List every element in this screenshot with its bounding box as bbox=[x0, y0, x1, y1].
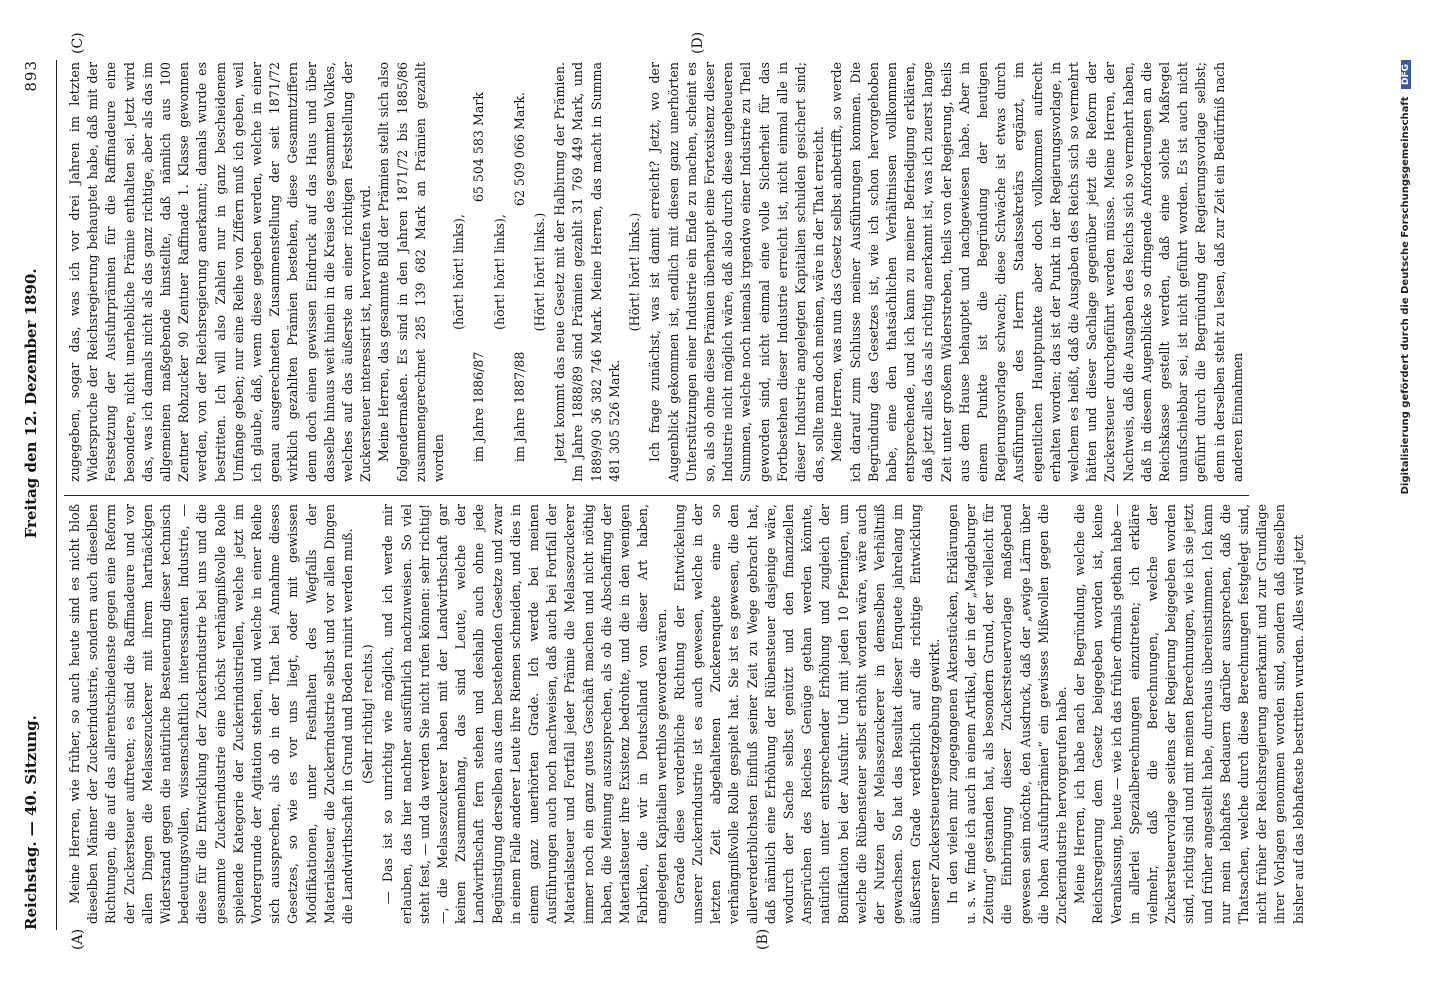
column-divider bbox=[64, 495, 1249, 496]
funding-text: Digitalisierung gefördert durch die Deutsche Forschungsgemeinschaft bbox=[1400, 96, 1411, 495]
page-number: 893 bbox=[22, 60, 40, 92]
margin-marker-c: (C) bbox=[70, 32, 86, 54]
paragraph: Ich frage zunächst, was ist damit erreicht? Jetzt, wo der Augenblick gekommen ist, endlich mit diesen ganz unerhörten Unterstützungen einer Industrie ein Ende zu machen, scheint es so, als ob ohne diese Prämien überhaupt eine Fortexistenz dieser Industrie nicht möglich wäre, daß also durch diese ungeheueren Summen, welche noch niemals irgendwo einer Industrie zu Theil geworden sind, nicht einmal eine volle Sicherheit für das Fortbestehen dieser Industrie erreicht ist, nicht einmal alle in dieser Industrie angelegten Kapitalien schulden gesichert sind; das, sollte man doch meinen, wäre in der That erreicht. bbox=[647, 62, 827, 482]
interjection: (hört! hört! links), bbox=[451, 214, 467, 330]
paragraph: Meine Herren, was nun das Gesetz selbst anbetrifft, so werde ich darauf zum Schlusse meiner Ausführungen kommen. Die Begründung des Gesetzes ist, wie ich schon hervorgehoben habe, eine den thatsächlichen Verhältnissen vollkommen entsprechende, und ich kann zu meiner Befriedigung erklären, daß jetzt alles das als richtig anerkannt ist, was ich zuerst lange Zeit unter großem Widerstreben, theils von der Regierung, theils aus dem Hause behauptet und nachgewiesen habe. Aber in einem Punkte ist die Begründung der heutigen Regierungsvorlage schwach; diese Schwäche ist etwas durch Ausführungen des Herrn Staatssekretärs ergänzt, im eigentlichen Hauptpunkte aber doch vollkommen aufrecht erhalten worden; das ist der Punkt in der Regierungsvorlage, in welchem es heißt, daß die Ausgaben des Reichs sich so vermehrt hätten und dieser Sachlage gegenüber jetzt die Reform der Zuckersteuer durchgeführt werden müsse. Meine Herren, der Nachweis, daß die Ausgaben des Reichs sich so vermehrt haben, daß in diesem Augenblicke so dringende Anforderungen an die Reichskasse gestellt werden, daß eine solche Maßregel unaufschiebbar sei, ist nicht geführt worden. Es ist auch nicht geführt durch die Begründung der Regierungsvorlage selbst; denn in derselben steht zu lesen, daß zur Zeit ein Bedürfniß nach anderen Einnahmen bbox=[829, 62, 1245, 482]
premium-year: im Jahre 1887/88 bbox=[511, 351, 527, 462]
margin-marker-b: (B) bbox=[755, 928, 771, 950]
paragraph: Meine Herren, ich habe nach der Begründung, welche die Reichsregierung dem Gesetz beigegeben worden ist, keine Veranlassung, heute — wie ich das früher oftmals gethan habe — in allerlei Spezialberechnungen einzutreten; ich erkläre vielmehr, daß die Berechnungen, welche der Zuckersteuervorlage seitens der Regierung beigegeben worden sind, richtig sind und mit meinen Berechnungen, wie ich sie jetzt und früher angestellt habe, durchaus übereinstimmen. Ich kann nur mein lebhaftes Bedauern darüber aussprechen, daß die Thatsachen, welche durch diese Berechnungen festgelegt sind, nicht früher der Reichsregierung anerkannt und zur Grundlage ihrer Vorlagen genommen worden sind, sondern daß dieselben bisher auf das lebhafteste bestritten wurden. Alles wird jetzt bbox=[1072, 504, 1306, 924]
premium-row bbox=[470, 62, 488, 462]
paragraph: Meine Herren, wie früher, so auch heute sind es nicht bloß dieselben Männer der Zuckerindustrie, sondern auch dieselben Richtungen, die auf das allerentschiedenste gegen eine Reform der Zuckersteuer auftreten; es sind die Raffinadeure und vor allen Dingen die Melassezuckerer mit ihrem hartnäckigen Widerstand gegen die natürliche Besteuerung dieser technisch bedeutungsvollen, wissenschaftlich interessanten Industrie, — diese für die Entwicklung der Zuckerindustrie bei uns und die gesammte Zuckerindustrie eine höchst verhängnißvolle Rolle spielende Kategorie der Zuckerindustriellen, welche jetzt im Vordergrunde der Agitation stehen, und welche in einer Reihe sich aussprechen, als ob in der That bei Annahme dieses Gesetzes, so wie es vor uns liegt, oder mit gewissen Modifikationen, unter Festhalten des Wegfalls der Materialsteuer, die Zuckerindustrie selbst und vor allen Dingen die Landwirthschaft in Grund und Boden ruinirt werden muß. bbox=[67, 504, 356, 924]
paragraph: Gerade diese verderbliche Richtung der Entwickelung unserer Zuckerindustrie ist es auch gewesen, welche in der letzten Zeit abgehaltenen Zuckerenquete eine so verhängnißvolle Rolle gespielt hat. Sie ist es gewesen, die den allerverderblichsten Einfluß seiner Zeit zu Wege gebracht hat, daß nämlich eine Erhöhung der Rübensteuer dasjenige wäre, wodurch der Sache selbst genützt und den finanziellen Ansprüchen des Reiches Genüge gethan werden könnte, natürlich unter entsprechender Erhöhung und zugleich der Bonifikation bei der Ausfuhr. Und mit jeden 10 Pfennigen, um welche die Rübensteuer selbst erhöht worden wäre, wäre auch der Nutzen der Melassezuckerer in demselben Verhältniß gewachsen. So hat das Resultat dieser Enquete jahrelang im äußersten Grade verderblich auf die richtige Entwicklung unserer Zuckersteuergesetzgebung gewirkt. bbox=[671, 504, 942, 924]
interjection: (Sehr richtig! rechts.) bbox=[360, 644, 376, 784]
header-session: Reichstag. — 40. Sitzung. bbox=[22, 715, 40, 930]
header-date: Freitag den 12. Dezember 1890. bbox=[22, 268, 40, 539]
margin-marker-a: (A) bbox=[70, 928, 86, 950]
header-rule bbox=[56, 60, 57, 930]
premium-amount: 65 504 583 Mark bbox=[471, 92, 487, 203]
paragraph: In den vielen mir zugegangenen Aktenstücken, Erklärungen u. s. w. finde ich auch in einem Artikel, der in der „Magdeburger Zeitung“ gestanden hat, als besondern Grund, der vielleicht für die Einbringung dieser Zuckersteuervorlage maßgebend gewesen sein möchte, den Ausdruck, daß der „ewige Lärm über die hohen Ausfuhrprämien“ ein gewisses Mißwollen gegen die Zuckerindustrie hervorgerufen habe. bbox=[944, 504, 1069, 924]
page-header bbox=[22, 60, 48, 930]
right-column bbox=[66, 62, 1256, 482]
paragraph: Jetzt kommt das neue Gesetz mit der Halbirung der Prämien. Im Jahre 1888/89 sind Prämien gezahlt 31 769 449 Mark, und 1889/90 36 382 746 Mark. Meine Herren, das macht in Summa 481 305 526 Mark. bbox=[552, 62, 622, 482]
premium-amount: 62 509 066 Mark. bbox=[511, 92, 527, 207]
dfg-logo: DFG bbox=[1401, 60, 1411, 89]
interjection: (Hört! hört! links.) bbox=[532, 212, 548, 332]
interjection: (Hört! hört! links.) bbox=[627, 212, 643, 332]
margin-marker-d: (D) bbox=[690, 31, 706, 54]
interjection: (hört! hört! links), bbox=[491, 214, 507, 330]
funding-note bbox=[1400, 60, 1418, 920]
paragraph: Meine Herren, das gesammte Bild der Prämien stellt sich also folgendermaßen. Es sind in den Jahren 1871/72 bis 1885/86 zusammengerechnet 285 139 682 Mark an Prämien gezahlt worden bbox=[376, 62, 447, 482]
premium-row bbox=[511, 62, 529, 462]
left-column bbox=[66, 504, 1306, 924]
paragraph: — Das ist so unrichtig wie möglich, und ich werde mir erlauben, das hier nachher ausführlich nachzuweisen. So viel steht fest, — und da werden Sie nicht rufen können: sehr richtig! —, die Melassezuckerer haben mit der Landwirthschaft gar keinen Zusammenhang, das sind Leute, welche der Landwirthschaft fern stehen und deshalb auch ohne jede Begünstigung derselben aus dem bestehenden Gesetze und zwar in einem Falle anderer Leute ihre Riemen schneiden, und dies in einem ganz unerhörten Grade. Ich werde bei meinen Ausführungen auch noch nachweisen, daß auch bei Fortfall der Materialsteuer und Fortfall jeder Prämie die Melassezuckerer immer noch ein ganz gutes Geschäft machen und nicht nöthig haben, die Meinung auszusprechen, als ob die Abschaffung der Materialsteuer ihre Existenz bedrohte, und die in den wenigen Fabriken, die wir in Deutschland von dieser Art haben, angelegten Kapitalien werthlos geworden wären. bbox=[380, 504, 669, 924]
paragraph: zugegeben, sogar das, was ich vor drei Jahren im letzten Widerspruche der Reichsregierung behauptet habe, daß mit der Festsetzung der Ausfuhrprämien für die Raffinadeure eine besondere, nicht unerhebliche Prämie enthalten sei. Jetzt wird das, was ich damals nicht als das ganz richtige, aber als das im allgemeinen maßgebende hinstellte, daß nämlich aus 100 Zentner Rohzucker 90 Zentner Raffinade 1. Klasse gewonnen werden, von der Reichsregierung anerkannt; damals wurde es bestritten. Ich will also Zahlen nur in ganz bescheidenem Umfange geben; nur eine Reihe von Ziffern muß ich geben, weil ich glaube, daß, wenn diese gegeben werden, welche in einer genau ausgerechneten Zusammenstellung der seit 1871/72 wirklich gezahlten Prämien bestehen, diese Gesammtziffern denn doch einen gewissen Eindruck auf das Haus und über dasselbe hinaus weit hinein in die Kreise des gesammten Volkes, welches auf das äußerste an einer richtigen Feststellung der Zuckersteuer interessirt ist, hervorrufen wird. bbox=[67, 62, 374, 482]
premium-year: im Jahre 1886/87 bbox=[471, 351, 487, 462]
